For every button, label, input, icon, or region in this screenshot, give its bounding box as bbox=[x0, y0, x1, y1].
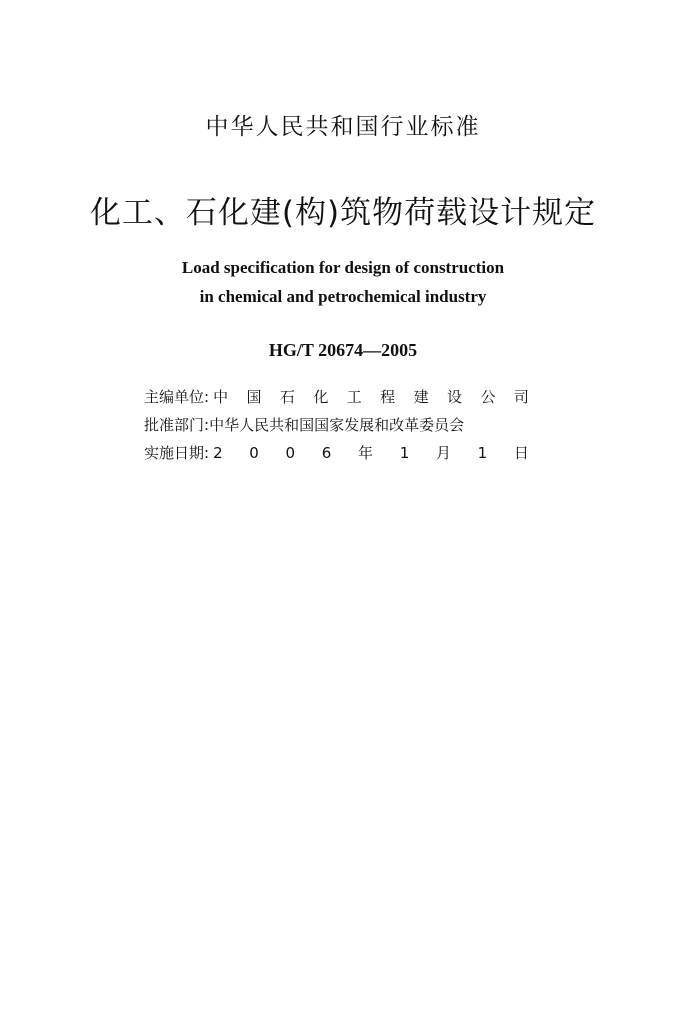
editor-char: 建 bbox=[413, 388, 429, 406]
editor-value bbox=[209, 387, 529, 407]
effective-date-row bbox=[144, 443, 529, 463]
editor-char: 石 bbox=[279, 388, 295, 406]
approver-value: 中华人民共和国国家发展和改革委员会 bbox=[209, 416, 465, 434]
date-char: 0 bbox=[285, 444, 296, 462]
editor-char: 程 bbox=[380, 388, 396, 406]
standard-code: HG/T 20674—2005 bbox=[268, 340, 418, 360]
date-char: 1 bbox=[399, 444, 410, 462]
editor-char: 司 bbox=[513, 388, 529, 406]
document-title-english-line-1: Load specification for design of construction bbox=[181, 258, 505, 277]
date-char: 6 bbox=[321, 444, 332, 462]
editor-char: 工 bbox=[346, 388, 362, 406]
date-char: 月 bbox=[435, 444, 451, 462]
document-title-chinese: 化工、石化建(构)筑物荷载设计规定 bbox=[89, 195, 597, 231]
editor-char: 化 bbox=[313, 388, 329, 406]
approver-label: 批准部门: bbox=[144, 416, 210, 434]
effective-date-label: 实施日期: bbox=[144, 444, 210, 462]
date-char: 1 bbox=[477, 444, 488, 462]
document-title-english-line-2: in chemical and petrochemical industry bbox=[199, 287, 487, 306]
standard-type-heading: 中华人民共和国行业标准 bbox=[205, 114, 481, 140]
editor-label: 主编单位: bbox=[144, 388, 210, 406]
effective-date-value bbox=[209, 443, 529, 463]
date-char: 日 bbox=[513, 444, 529, 462]
editor-char: 公 bbox=[480, 388, 496, 406]
editor-row bbox=[144, 387, 529, 407]
editor-char: 国 bbox=[246, 388, 262, 406]
editor-char: 中 bbox=[213, 388, 229, 406]
date-char: 2 bbox=[213, 444, 223, 462]
date-char: 0 bbox=[249, 444, 259, 462]
editor-char: 设 bbox=[447, 388, 463, 406]
date-char: 年 bbox=[358, 444, 374, 462]
approver-row bbox=[144, 415, 529, 435]
